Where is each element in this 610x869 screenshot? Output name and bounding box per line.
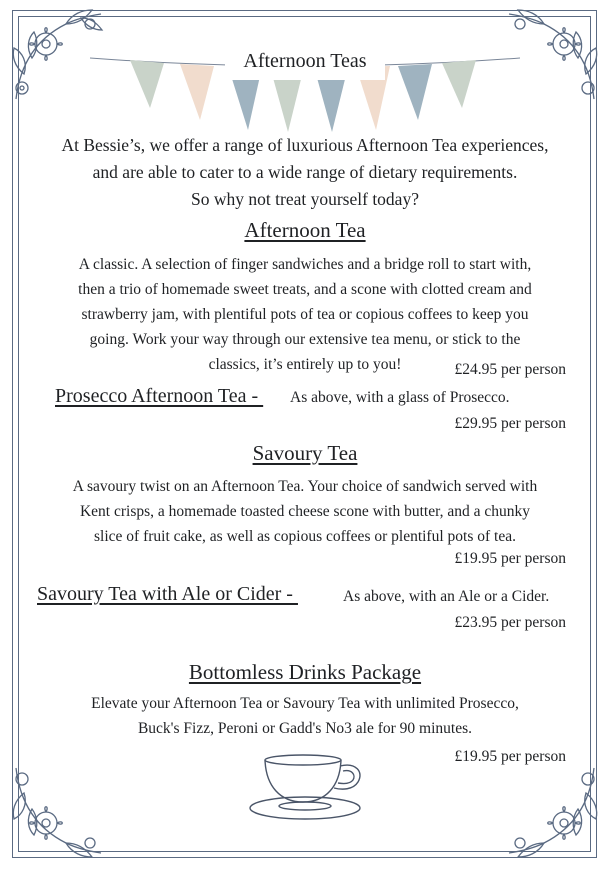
description-line: slice of fruit cake, as well as copious coffees or plentiful pots of tea. <box>94 528 516 545</box>
description-line: Buck's Fizz, Peroni or Gadd's No3 ale for 90 minutes. <box>137 720 473 737</box>
afternoon-tea-heading: Afternoon Tea <box>244 218 366 242</box>
page-title: Afternoon Teas <box>225 42 385 80</box>
savoury-tea-price: £19.95 per person <box>454 550 566 567</box>
bottomless-price: £19.95 per person <box>454 748 566 765</box>
floral-corner-icon <box>504 763 604 863</box>
afternoon-tea-price: £24.95 per person <box>454 361 566 378</box>
savoury-tea-description <box>22 474 588 549</box>
description-line: A classic. A selection of finger sandwiches and a bridge roll to start with, <box>78 256 532 273</box>
intro-line: At Bessie’s, we offer a range of luxurious Afternoon Tea experiences, <box>61 135 549 155</box>
prosecco-tea-description: As above, with a glass of Prosecco. <box>290 389 510 406</box>
intro-line: So why not treat yourself today? <box>191 189 419 209</box>
description-line: Elevate your Afternoon Tea or Savoury Tea with unlimited Prosecco, <box>91 695 519 712</box>
description-line: classics, it’s entirely up to you! <box>208 356 402 373</box>
floral-corner-icon <box>6 763 106 863</box>
intro-line: and are able to cater to a wide range of dietary requirements. <box>92 162 518 182</box>
intro-text <box>22 132 588 213</box>
savoury-tea-heading: Savoury Tea <box>252 441 358 465</box>
description-line: then a trio of homemade sweet treats, and a scone with clotted cream and <box>78 281 532 298</box>
description-line: Kent crisps, a homemade toasted cheese scone with butter, and a chunky <box>79 503 531 520</box>
teacup-icon <box>246 752 376 824</box>
description-line: strawberry jam, with plentiful pots of tea or copious coffees to keep you <box>81 306 529 323</box>
savoury-ale-heading: Savoury Tea with Ale or Cider - <box>37 583 298 605</box>
prosecco-tea-heading: Prosecco Afternoon Tea - <box>55 385 264 407</box>
afternoon-tea-description <box>22 252 588 377</box>
description-line: going. Work your way through our extensive tea menu, or stick to the <box>89 331 521 348</box>
bottomless-heading: Bottomless Drinks Package <box>188 660 422 684</box>
bottomless-description <box>22 691 588 741</box>
savoury-ale-price: £23.95 per person <box>454 614 566 631</box>
savoury-ale-description: As above, with an Ale or a Cider. <box>343 588 550 605</box>
prosecco-tea-price: £29.95 per person <box>454 415 566 432</box>
description-line: A savoury twist on an Afternoon Tea. Your choice of sandwich served with <box>72 478 538 495</box>
